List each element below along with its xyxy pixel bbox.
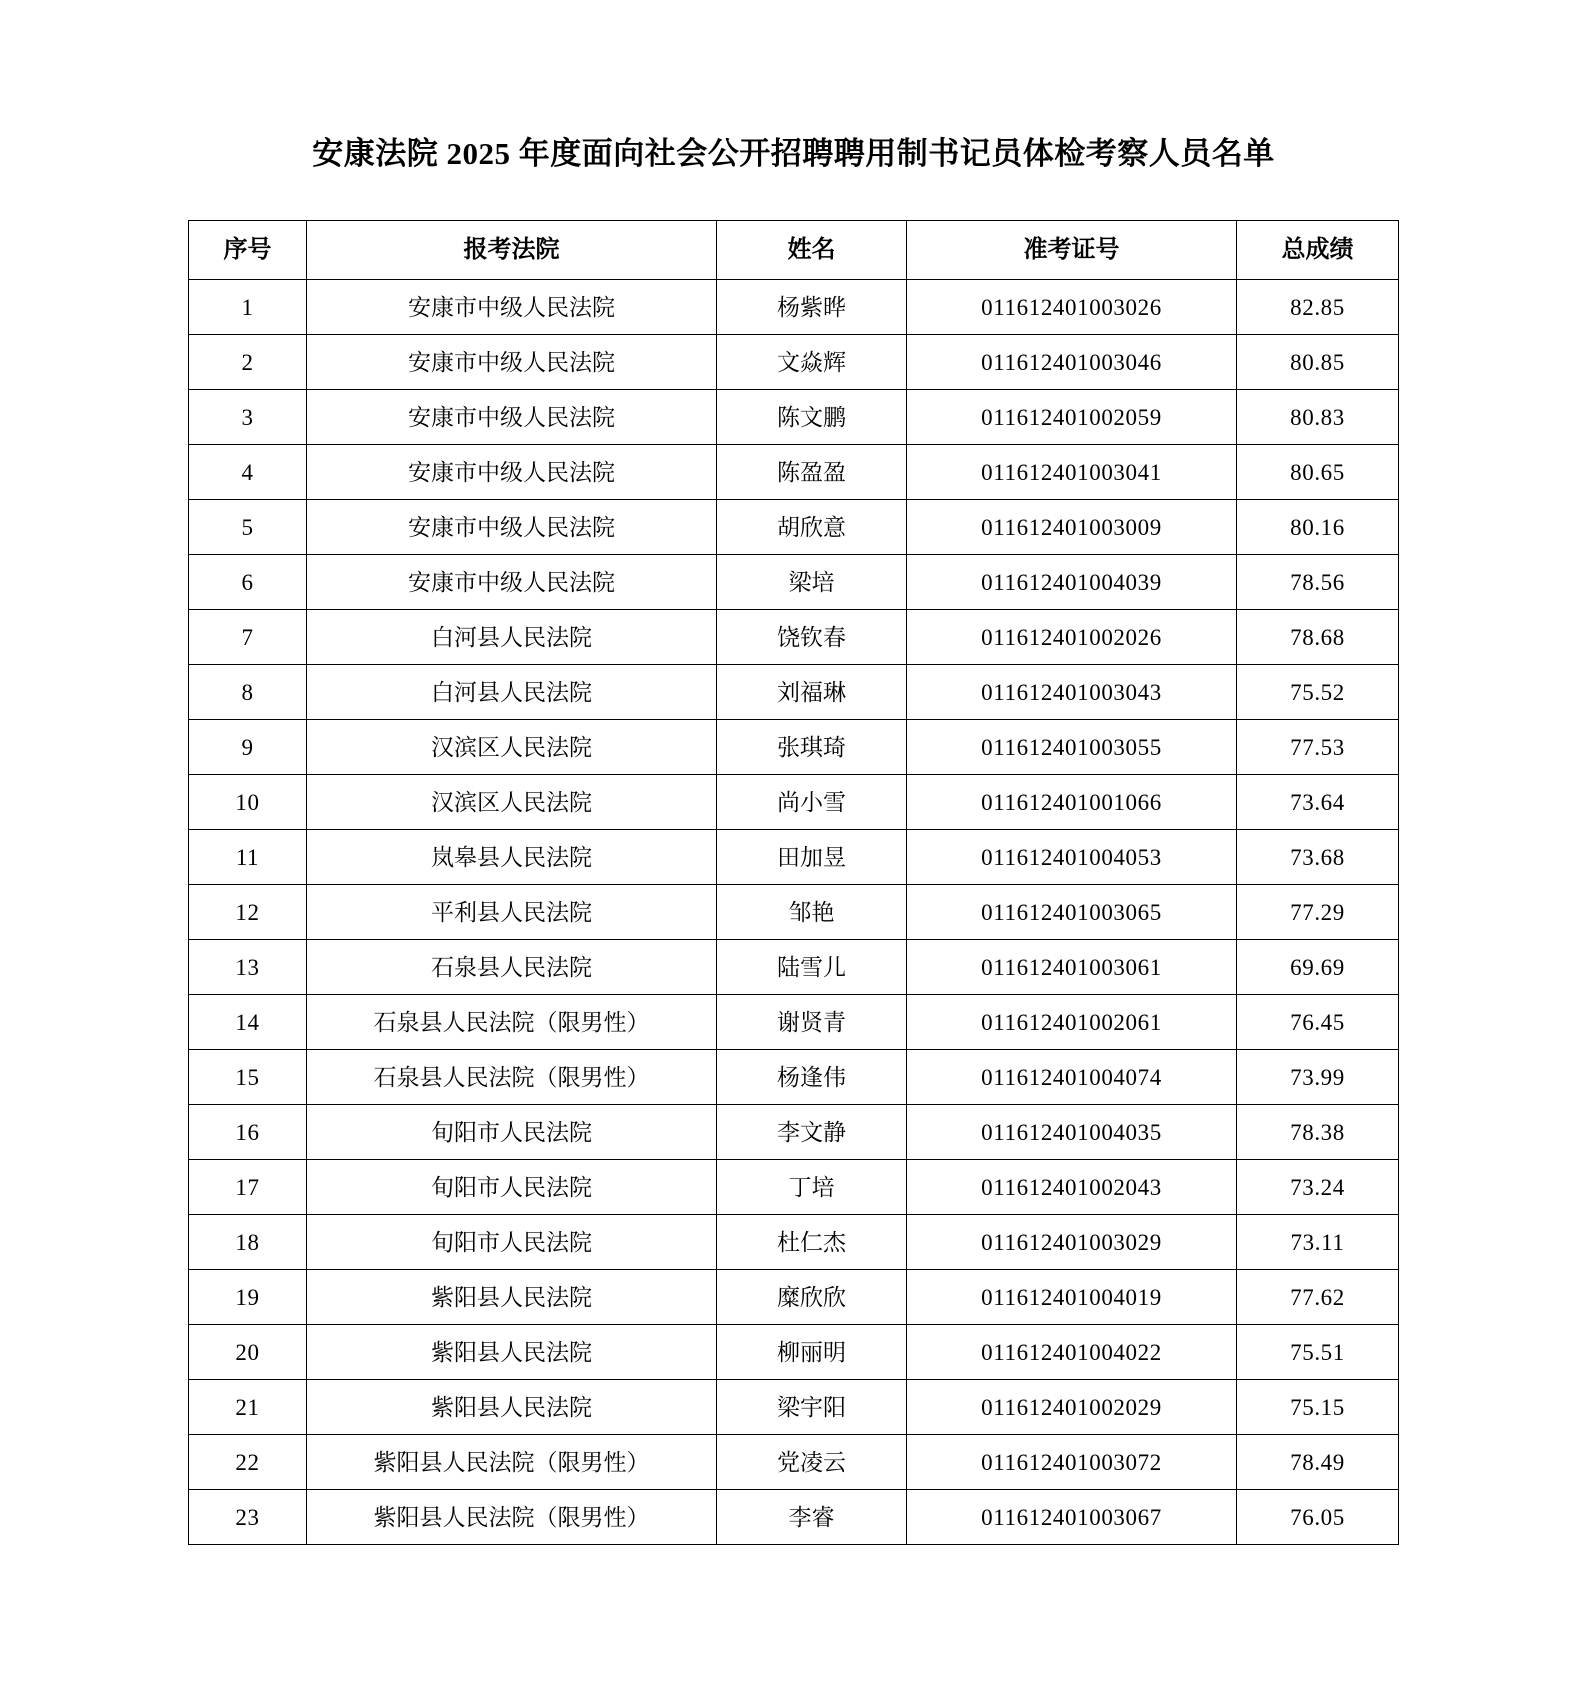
cell-index: 8 bbox=[189, 665, 307, 720]
cell-court: 紫阳县人民法院（限男性） bbox=[307, 1490, 717, 1545]
table-row bbox=[189, 1325, 1399, 1380]
cell-index: 4 bbox=[189, 445, 307, 500]
cell-court: 石泉县人民法院（限男性） bbox=[307, 1050, 717, 1105]
cell-court: 石泉县人民法院 bbox=[307, 940, 717, 995]
cell-ticket: 011612401003009 bbox=[907, 500, 1237, 555]
cell-index: 6 bbox=[189, 555, 307, 610]
cell-name: 梁培 bbox=[717, 555, 907, 610]
roster-table bbox=[188, 220, 1399, 1545]
cell-index: 18 bbox=[189, 1215, 307, 1270]
cell-score: 80.65 bbox=[1237, 445, 1399, 500]
cell-name: 胡欣意 bbox=[717, 500, 907, 555]
cell-index: 2 bbox=[189, 335, 307, 390]
cell-ticket: 011612401001066 bbox=[907, 775, 1237, 830]
cell-name: 刘福琳 bbox=[717, 665, 907, 720]
cell-score: 73.24 bbox=[1237, 1160, 1399, 1215]
table-row bbox=[189, 885, 1399, 940]
cell-court: 白河县人民法院 bbox=[307, 610, 717, 665]
cell-score: 77.29 bbox=[1237, 885, 1399, 940]
table-row bbox=[189, 1105, 1399, 1160]
table-row bbox=[189, 1160, 1399, 1215]
table-row bbox=[189, 610, 1399, 665]
cell-ticket: 011612401003061 bbox=[907, 940, 1237, 995]
cell-court: 安康市中级人民法院 bbox=[307, 555, 717, 610]
cell-name: 陈文鹏 bbox=[717, 390, 907, 445]
cell-court: 安康市中级人民法院 bbox=[307, 445, 717, 500]
cell-court: 岚皋县人民法院 bbox=[307, 830, 717, 885]
cell-index: 16 bbox=[189, 1105, 307, 1160]
cell-score: 75.51 bbox=[1237, 1325, 1399, 1380]
cell-ticket: 011612401003041 bbox=[907, 445, 1237, 500]
cell-name: 陆雪儿 bbox=[717, 940, 907, 995]
table-row bbox=[189, 1435, 1399, 1490]
cell-ticket: 011612401004035 bbox=[907, 1105, 1237, 1160]
cell-court: 石泉县人民法院（限男性） bbox=[307, 995, 717, 1050]
cell-score: 80.16 bbox=[1237, 500, 1399, 555]
cell-court: 紫阳县人民法院 bbox=[307, 1380, 717, 1435]
cell-index: 19 bbox=[189, 1270, 307, 1325]
cell-name: 饶钦春 bbox=[717, 610, 907, 665]
cell-court: 安康市中级人民法院 bbox=[307, 335, 717, 390]
cell-name: 党凌云 bbox=[717, 1435, 907, 1490]
cell-index: 5 bbox=[189, 500, 307, 555]
cell-index: 22 bbox=[189, 1435, 307, 1490]
table-header bbox=[189, 221, 1399, 280]
table-row bbox=[189, 390, 1399, 445]
cell-score: 80.85 bbox=[1237, 335, 1399, 390]
cell-score: 78.49 bbox=[1237, 1435, 1399, 1490]
cell-score: 77.62 bbox=[1237, 1270, 1399, 1325]
cell-index: 20 bbox=[189, 1325, 307, 1380]
cell-ticket: 011612401004053 bbox=[907, 830, 1237, 885]
cell-name: 杜仁杰 bbox=[717, 1215, 907, 1270]
table-row bbox=[189, 775, 1399, 830]
cell-court: 白河县人民法院 bbox=[307, 665, 717, 720]
cell-index: 3 bbox=[189, 390, 307, 445]
page-title: 安康法院 2025 年度面向社会公开招聘聘用制书记员体检考察人员名单 bbox=[312, 136, 1275, 171]
cell-score: 76.05 bbox=[1237, 1490, 1399, 1545]
table-row bbox=[189, 1380, 1399, 1435]
cell-score: 76.45 bbox=[1237, 995, 1399, 1050]
cell-index: 23 bbox=[189, 1490, 307, 1545]
cell-ticket: 011612401002029 bbox=[907, 1380, 1237, 1435]
table-body bbox=[189, 280, 1399, 1545]
cell-name: 糜欣欣 bbox=[717, 1270, 907, 1325]
cell-name: 杨逢伟 bbox=[717, 1050, 907, 1105]
cell-score: 78.68 bbox=[1237, 610, 1399, 665]
table-row bbox=[189, 1490, 1399, 1545]
cell-ticket: 011612401002043 bbox=[907, 1160, 1237, 1215]
cell-index: 11 bbox=[189, 830, 307, 885]
cell-name: 张琪琦 bbox=[717, 720, 907, 775]
cell-ticket: 011612401002061 bbox=[907, 995, 1237, 1050]
cell-ticket: 011612401002059 bbox=[907, 390, 1237, 445]
table-row bbox=[189, 280, 1399, 335]
cell-score: 69.69 bbox=[1237, 940, 1399, 995]
cell-name: 李睿 bbox=[717, 1490, 907, 1545]
table-row bbox=[189, 555, 1399, 610]
cell-index: 1 bbox=[189, 280, 307, 335]
cell-score: 73.99 bbox=[1237, 1050, 1399, 1105]
table-row bbox=[189, 665, 1399, 720]
table-row bbox=[189, 940, 1399, 995]
cell-name: 田加昱 bbox=[717, 830, 907, 885]
cell-court: 汉滨区人民法院 bbox=[307, 775, 717, 830]
cell-score: 80.83 bbox=[1237, 390, 1399, 445]
roster-table-container bbox=[0, 220, 1587, 1545]
cell-ticket: 011612401003046 bbox=[907, 335, 1237, 390]
cell-score: 73.64 bbox=[1237, 775, 1399, 830]
cell-court: 紫阳县人民法院 bbox=[307, 1325, 717, 1380]
cell-court: 紫阳县人民法院（限男性） bbox=[307, 1435, 717, 1490]
cell-index: 14 bbox=[189, 995, 307, 1050]
cell-ticket: 011612401004022 bbox=[907, 1325, 1237, 1380]
cell-name: 梁宇阳 bbox=[717, 1380, 907, 1435]
cell-court: 平利县人民法院 bbox=[307, 885, 717, 940]
cell-court: 安康市中级人民法院 bbox=[307, 280, 717, 335]
cell-index: 9 bbox=[189, 720, 307, 775]
cell-ticket: 011612401004074 bbox=[907, 1050, 1237, 1105]
cell-score: 75.52 bbox=[1237, 665, 1399, 720]
cell-name: 邹艳 bbox=[717, 885, 907, 940]
cell-court: 安康市中级人民法院 bbox=[307, 500, 717, 555]
cell-name: 丁培 bbox=[717, 1160, 907, 1215]
cell-score: 73.11 bbox=[1237, 1215, 1399, 1270]
cell-ticket: 011612401003067 bbox=[907, 1490, 1237, 1545]
cell-index: 12 bbox=[189, 885, 307, 940]
column-header-score: 总成绩 bbox=[1237, 221, 1399, 280]
cell-score: 78.56 bbox=[1237, 555, 1399, 610]
cell-name: 文焱辉 bbox=[717, 335, 907, 390]
cell-index: 7 bbox=[189, 610, 307, 665]
table-row bbox=[189, 720, 1399, 775]
cell-name: 谢贤青 bbox=[717, 995, 907, 1050]
cell-score: 82.85 bbox=[1237, 280, 1399, 335]
cell-index: 21 bbox=[189, 1380, 307, 1435]
cell-ticket: 011612401002026 bbox=[907, 610, 1237, 665]
cell-name: 杨紫晔 bbox=[717, 280, 907, 335]
table-row bbox=[189, 500, 1399, 555]
cell-ticket: 011612401004039 bbox=[907, 555, 1237, 610]
cell-ticket: 011612401003029 bbox=[907, 1215, 1237, 1270]
cell-score: 75.15 bbox=[1237, 1380, 1399, 1435]
table-row bbox=[189, 1050, 1399, 1105]
table-header-row bbox=[189, 221, 1399, 280]
cell-index: 17 bbox=[189, 1160, 307, 1215]
cell-name: 柳丽明 bbox=[717, 1325, 907, 1380]
cell-ticket: 011612401003026 bbox=[907, 280, 1237, 335]
cell-index: 10 bbox=[189, 775, 307, 830]
cell-ticket: 011612401003065 bbox=[907, 885, 1237, 940]
table-row bbox=[189, 830, 1399, 885]
cell-ticket: 011612401004019 bbox=[907, 1270, 1237, 1325]
table-row bbox=[189, 335, 1399, 390]
cell-score: 78.38 bbox=[1237, 1105, 1399, 1160]
cell-court: 紫阳县人民法院 bbox=[307, 1270, 717, 1325]
cell-score: 77.53 bbox=[1237, 720, 1399, 775]
cell-ticket: 011612401003055 bbox=[907, 720, 1237, 775]
column-header-index: 序号 bbox=[189, 221, 307, 280]
cell-name: 李文静 bbox=[717, 1105, 907, 1160]
table-row bbox=[189, 995, 1399, 1050]
cell-index: 13 bbox=[189, 940, 307, 995]
column-header-name: 姓名 bbox=[717, 221, 907, 280]
table-row bbox=[189, 1215, 1399, 1270]
column-header-court: 报考法院 bbox=[307, 221, 717, 280]
table-row bbox=[189, 1270, 1399, 1325]
table-row bbox=[189, 445, 1399, 500]
column-header-ticket: 准考证号 bbox=[907, 221, 1237, 280]
cell-name: 尚小雪 bbox=[717, 775, 907, 830]
cell-court: 旬阳市人民法院 bbox=[307, 1160, 717, 1215]
cell-score: 73.68 bbox=[1237, 830, 1399, 885]
cell-index: 15 bbox=[189, 1050, 307, 1105]
cell-court: 旬阳市人民法院 bbox=[307, 1215, 717, 1270]
cell-court: 汉滨区人民法院 bbox=[307, 720, 717, 775]
cell-court: 安康市中级人民法院 bbox=[307, 390, 717, 445]
cell-court: 旬阳市人民法院 bbox=[307, 1105, 717, 1160]
cell-ticket: 011612401003072 bbox=[907, 1435, 1237, 1490]
cell-ticket: 011612401003043 bbox=[907, 665, 1237, 720]
cell-name: 陈盈盈 bbox=[717, 445, 907, 500]
